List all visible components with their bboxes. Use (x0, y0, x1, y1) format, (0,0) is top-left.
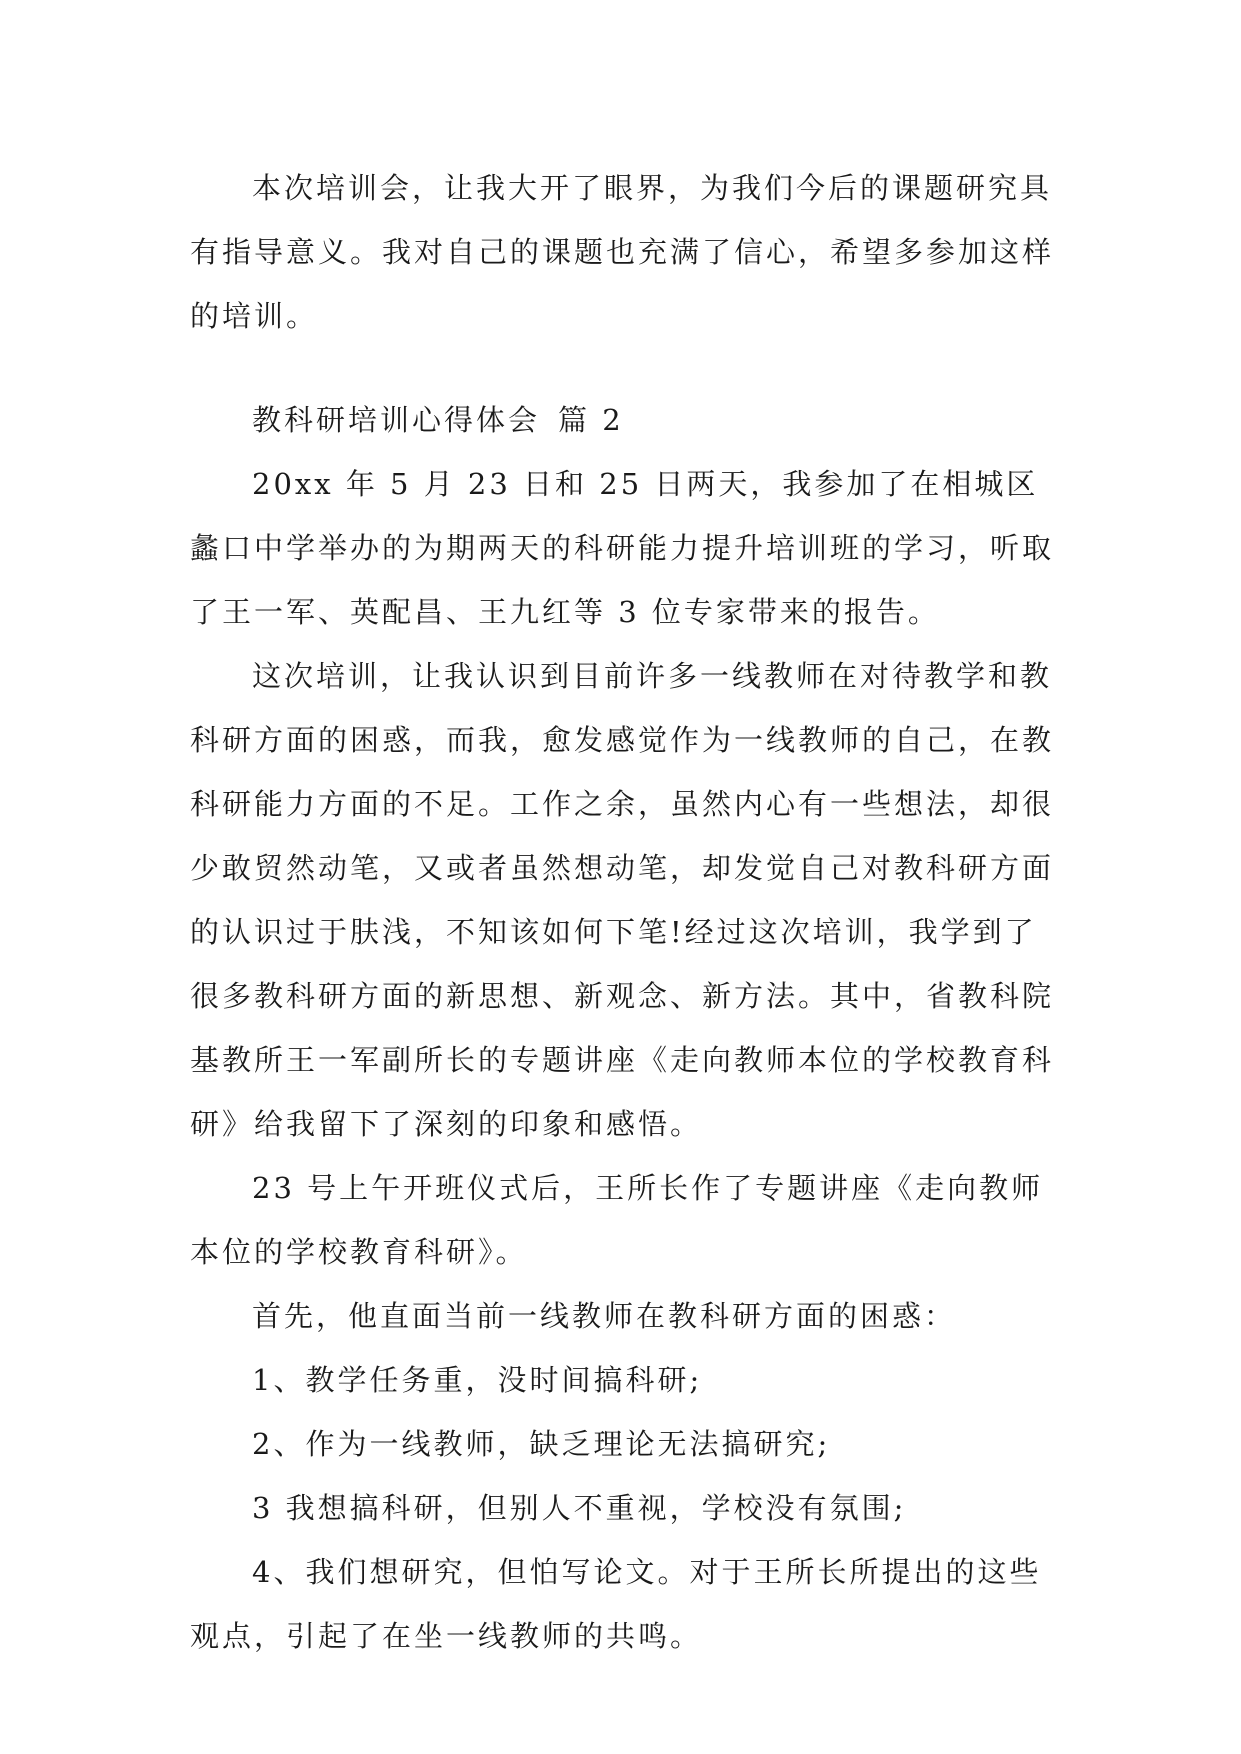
list-item: 2、作为一线教师，缺乏理论无法搞研究; (252, 1427, 831, 1461)
section-label: 篇 2 (558, 403, 624, 437)
list-item: 4、我们想研究，但怕写论文。对于王所长所提出的这些观点，引起了在坐一线教师的共鸣。 (190, 1555, 1042, 1653)
section-heading (252, 388, 642, 452)
list-item: 3 我想搞科研，但别人不重视，学校没有氛围; (252, 1491, 907, 1525)
body-paragraph: 20xx 年 5 月 23 日和 25 日两天，我参加了在相城区蠡口中学举办的为期两天的科研能力提升培训班的学习，听取了王一军、英配昌、王九红等 3 位专家带来的报告。 (190, 467, 1055, 629)
body-paragraph: 首先，他直面当前一线教师在教科研方面的困惑： (252, 1299, 957, 1333)
intro-paragraph: 本次培训会，让我大开了眼界，为我们今后的课题研究具有指导意义。我对自己的课题也充满了信心，希望多参加这样的培训。 (190, 171, 1055, 333)
body-paragraph: 这次培训，让我认识到目前许多一线教师在对待教学和教科研方面的困惑，而我，愈发感觉作为一线教师的自己，在教科研能力方面的不足。工作之余，虽然内心有一些想法，却很少敢贸然动笔，又或者虽然想动笔，却发觉自己对教科研方面的认识过于肤浅，不知该如何下笔!经过这次培训，我学到了很多教科研方面的新思想、新观念、新方法。其中，省教科院基教所王一军副所长的专题讲座《走向教师本位的学校教育科研》给我留下了深刻的印象和感悟。 (190, 659, 1055, 1141)
body-paragraph: 23 号上午开班仪式后，王所长作了专题讲座《走向教师本位的学校教育科研》。 (190, 1171, 1044, 1269)
list-item: 1、教学任务重，没时间搞科研; (252, 1363, 703, 1397)
section-title: 教科研培训心得体会 (252, 403, 541, 437)
intro-section (190, 156, 1060, 348)
body-section (190, 452, 1060, 1668)
